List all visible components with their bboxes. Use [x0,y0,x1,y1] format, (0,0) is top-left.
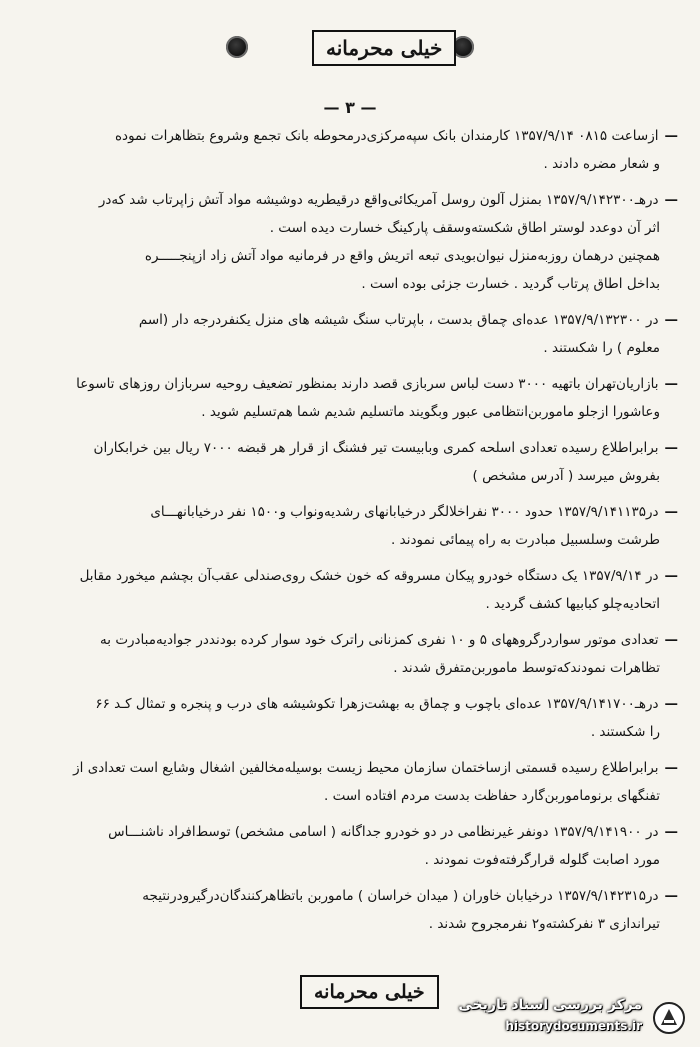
report-item [36,122,678,178]
report-item [36,754,678,810]
page-number: — ۳ — [323,98,377,117]
report-item-line: همچنین درهمان روزبه‌منزل نیوان‌بویدی تبعه اتریش واقع در فرمانیه مواد آتش زاد ازپنجـــــره [144,248,660,264]
report-item [36,370,678,426]
report-item [36,562,678,618]
report-item-line: — بازاریان‌تهران باتهیه ۳۰۰۰ دست لباس سربازی قصد دارند بمنظور تضعیف روحیه سربازان روزهای تاسوعا [36,370,678,398]
report-item-line: — در۱۳۵۷/۹/۱۴۱۱۳۵ حدود ۳۰۰۰ نفراخلالگر درخیابانهای رشدیه‌ونواب و۱۵۰۰ نفر درخیابانهـــای [36,498,678,526]
report-item [36,818,678,874]
report-items [36,122,678,946]
report-item-line: مورد اصابت گلوله قرارگرفته‌فوت نمودند . [424,852,660,868]
report-item-line: و شعار مضره دادند . [543,156,660,172]
report-item-line: بفروش میرسد ( آدرس مشخص ) [472,468,660,484]
report-item [36,626,678,682]
report-item-line: — ازساعت ۰۸۱۵ ۱۳۵۷/۹/۱۴ کارمندان بانک سپه‌مرکزی‌درمحوطه بانک تجمع وشروع بتظاهرات نموده [36,122,678,150]
report-item-line: — درهـ۱۳۵۷/۹/۱۴۱۷۰۰ عده‌ای باچوب و چماق به بهشت‌زهرا تکوشیشه های درب و پنجره و تمثال کـد ۶۶ [36,690,678,718]
report-item-line: — برابراطلاع رسیده تعدادی اسلحه کمری وبابیست تیر فشنگ از قرار هر قبضه ۷۰۰۰ ریال بین خرابکاران [36,434,678,462]
report-item-line: — در ۱۳۵۷/۹/۱۴۱۹۰۰ دونفر غیرنظامی در دو خودرو جداگانه ( اسامی مشخص) توسط‌افراد ناشنـــاس [36,818,678,846]
report-item-line: — تعدادی موتور سواردرگروههای ۵ و ۱۰ نفری کمزنانی راترک خود سوار کرده بودنددر جوادیه‌مبادرت به [36,626,678,654]
report-item-line: — در ۱۳۵۷/۹/۱۳۲۳۰۰ عده‌ای چماق بدست ، باپرتاب سنگ شیشه های منزل یکنفردرجه دار (اسم [36,306,678,334]
report-item-line: — درهـ۱۳۵۷/۹/۱۴۲۳۰۰ بمنزل آلون روسل آمریکائی‌واقع درقیطریه دوشیشه مواد آتش زاپرتاب شد که‌در [36,186,678,214]
report-item [36,186,678,298]
classification-stamp-top: خیلی محرمانه [312,30,456,66]
report-item-line: اتحادیه‌چلو کبابیها کشف گردید . [485,596,660,612]
report-item-line: تظاهرات نمودندکه‌توسط ماموربن‌متفرق شدند . [393,660,660,676]
report-item [36,498,678,554]
report-item [36,306,678,362]
report-item-line: — در۱۳۵۷/۹/۱۴۲۳۱۵ درخیابان خاوران ( میدان خراسان ) ماموربن باتظاهرکنندگان‌درگیرودرنتیجه [36,882,678,910]
report-item-line: معلوم ) را شکستند . [543,340,660,356]
report-item [36,690,678,746]
report-item [36,882,678,938]
watermark-title: مرکز بررسی اسناد تاریخی [458,997,642,1013]
report-item-line: را شکستند . [590,724,660,740]
report-item-line: طرشت وسلسبیل مبادرت به راه پیمائی نمودند . [391,532,660,548]
archive-watermark [426,997,686,1039]
watermark-url: historydocuments.ir [505,1019,642,1033]
archive-logo-icon [652,1001,686,1035]
punch-hole-left [226,36,248,58]
report-item-line: تیراندازی ۳ نفرکشته‌و۲ نفرمجروح شدند . [428,916,660,932]
report-item-line: — در ۱۳۵۷/۹/۱۴ یک دستگاه خودرو پیکان مسروقه که خون خشک روی‌صندلی عقب‌آن بچشم میخورد مقابل [36,562,678,590]
report-item-line: اثر آن دوعدد لوستر اطاق شکسته‌وسقف پارکینگ خسارت دیده است . [269,220,660,236]
classification-stamp-bottom: خیلی محرمانه [300,975,439,1009]
report-item-line: تفنگهای برنوماموربن‌گارد حفاظت بدست مردم افتاده است . [323,788,660,804]
report-item-line: وعاشورا ازجلو ماموربن‌انتظامی عبور وبگویند ماتسلیم شدیم شما هم‌تسلیم شوید . [201,404,660,420]
report-item-line: — برابراطلاع رسیده قسمتی ازساختمان سازمان محیط زیست بوسیله‌مخالفین اشغال وشایع است تعدادی از [36,754,678,782]
report-item [36,434,678,490]
report-item-line: بداخل اطاق پرتاب گردید . خسارت جزئی بوده است . [361,276,660,292]
